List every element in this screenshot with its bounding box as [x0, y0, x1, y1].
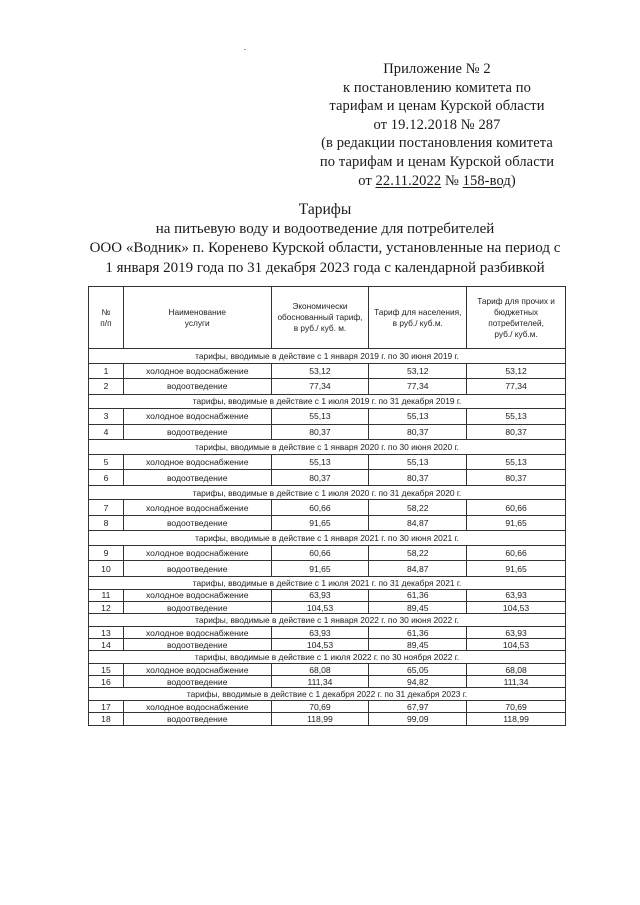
economic-tariff-value: 60,66	[271, 500, 369, 516]
service-name: водоотведение	[123, 424, 271, 440]
service-name: водоотведение	[123, 515, 271, 531]
row-number: 14	[89, 639, 124, 651]
period-row	[89, 651, 566, 664]
other-tariff-value: 91,65	[467, 515, 566, 531]
population-tariff-value: 67,97	[369, 701, 467, 713]
service-name: водоотведение	[123, 639, 271, 651]
row-number: 2	[89, 379, 124, 395]
appendix-last-prefix: от	[358, 172, 376, 189]
amendment-date: 22.11.2022	[375, 172, 442, 189]
service-name: холодное водоснабжение	[123, 363, 271, 379]
row-number: 1	[89, 363, 124, 379]
economic-tariff-value: 104,53	[271, 601, 369, 613]
population-tariff-value: 61,36	[369, 626, 467, 638]
tariff-table-body	[89, 349, 566, 726]
row-number: 6	[89, 470, 124, 486]
population-tariff-value: 94,82	[369, 676, 467, 688]
period-label: тарифы, вводимые в действие с 1 января 2020 г. по 30 июня 2020 г.	[89, 440, 566, 455]
service-name: холодное водоснабжение	[123, 545, 271, 561]
table-row	[89, 601, 566, 613]
economic-tariff-value: 104,53	[271, 639, 369, 651]
appendix-line: от 19.12.2018 № 287	[373, 116, 501, 133]
other-tariff-value: 80,37	[467, 470, 566, 486]
row-number: 8	[89, 515, 124, 531]
population-tariff-value: 89,45	[369, 601, 467, 613]
other-tariff-value: 104,53	[467, 639, 566, 651]
economic-tariff-value: 91,65	[271, 561, 369, 577]
population-tariff-value: 58,22	[369, 500, 467, 516]
other-tariff-value: 80,37	[467, 424, 566, 440]
row-number: 12	[89, 601, 124, 613]
table-row	[89, 500, 566, 516]
header-service: Наименование услуги	[123, 287, 271, 349]
period-row	[89, 614, 566, 627]
header-population-tariff: Тариф для населения, в руб./ куб.м.	[369, 287, 467, 349]
table-row	[89, 454, 566, 470]
other-tariff-value: 111,34	[467, 676, 566, 688]
document-title	[60, 200, 590, 278]
period-label: тарифы, вводимые в действие с 1 июля 2019 г. по 31 декабря 2019 г.	[89, 394, 566, 409]
population-tariff-value: 84,87	[369, 561, 467, 577]
row-number: 16	[89, 676, 124, 688]
title-line: 1 января 2019 года по 31 декабря 2023 года с календарной разбивкой	[105, 259, 545, 276]
economic-tariff-value: 63,93	[271, 589, 369, 601]
amendment-number: 158-вод	[462, 172, 511, 189]
period-label: тарифы, вводимые в действие с 1 января 2021 г. по 30 июня 2021 г.	[89, 531, 566, 546]
population-tariff-value: 65,05	[369, 664, 467, 676]
table-row	[89, 470, 566, 486]
population-tariff-value: 55,13	[369, 454, 467, 470]
service-name: водоотведение	[123, 713, 271, 725]
service-name: водоотведение	[123, 676, 271, 688]
period-label: тарифы, вводимые в действие с 1 января 2022 г. по 30 июня 2022 г.	[89, 614, 566, 627]
period-row	[89, 394, 566, 409]
economic-tariff-value: 53,12	[271, 363, 369, 379]
economic-tariff-value: 80,37	[271, 470, 369, 486]
tariff-table	[88, 286, 566, 726]
header-economic-tariff: Экономически обоснованный тариф, в руб./ куб. м.	[271, 287, 369, 349]
table-row	[89, 589, 566, 601]
other-tariff-value: 55,13	[467, 409, 566, 425]
period-row	[89, 576, 566, 589]
table-row	[89, 424, 566, 440]
row-number: 15	[89, 664, 124, 676]
title-main: Тарифы	[298, 201, 352, 218]
population-tariff-value: 77,34	[369, 379, 467, 395]
table-row	[89, 545, 566, 561]
economic-tariff-value: 111,34	[271, 676, 369, 688]
other-tariff-value: 60,66	[467, 545, 566, 561]
period-label: тарифы, вводимые в действие с 1 июля 2020 г. по 31 декабря 2020 г.	[89, 485, 566, 500]
other-tariff-value: 68,08	[467, 664, 566, 676]
appendix-line: (в редакции постановления комитета	[321, 135, 553, 152]
scan-speck	[244, 49, 246, 50]
other-tariff-value: 70,69	[467, 701, 566, 713]
population-tariff-value: 89,45	[369, 639, 467, 651]
service-name: холодное водоснабжение	[123, 701, 271, 713]
economic-tariff-value: 118,99	[271, 713, 369, 725]
table-row	[89, 639, 566, 651]
period-label: тарифы, вводимые в действие с 1 июля 2022 г. по 30 ноября 2022 г.	[89, 651, 566, 664]
service-name: холодное водоснабжение	[123, 626, 271, 638]
service-name: холодное водоснабжение	[123, 589, 271, 601]
population-tariff-value: 61,36	[369, 589, 467, 601]
other-tariff-value: 104,53	[467, 601, 566, 613]
table-row	[89, 676, 566, 688]
row-number: 10	[89, 561, 124, 577]
row-number: 5	[89, 454, 124, 470]
table-row	[89, 561, 566, 577]
service-name: водоотведение	[123, 561, 271, 577]
population-tariff-value: 99,09	[369, 713, 467, 725]
table-row	[89, 713, 566, 725]
row-number: 3	[89, 409, 124, 425]
other-tariff-value: 91,65	[467, 561, 566, 577]
other-tariff-value: 63,93	[467, 589, 566, 601]
row-number: 7	[89, 500, 124, 516]
period-label: тарифы, вводимые в действие с 1 января 2019 г. по 30 июня 2019 г.	[89, 349, 566, 364]
row-number: 17	[89, 701, 124, 713]
population-tariff-value: 53,12	[369, 363, 467, 379]
appendix-header	[302, 60, 572, 190]
other-tariff-value: 77,34	[467, 379, 566, 395]
row-number: 4	[89, 424, 124, 440]
economic-tariff-value: 77,34	[271, 379, 369, 395]
population-tariff-value: 55,13	[369, 409, 467, 425]
table-row	[89, 626, 566, 638]
header-other-tariff: Тариф для прочих и бюджетных потребителей, руб./ куб.м.	[467, 287, 566, 349]
other-tariff-value: 60,66	[467, 500, 566, 516]
period-label: тарифы, вводимые в действие с 1 декабря 2022 г. по 31 декабря 2023 г.	[89, 688, 566, 701]
row-number: 18	[89, 713, 124, 725]
economic-tariff-value: 80,37	[271, 424, 369, 440]
other-tariff-value: 53,12	[467, 363, 566, 379]
economic-tariff-value: 55,13	[271, 454, 369, 470]
period-row	[89, 440, 566, 455]
period-row	[89, 531, 566, 546]
economic-tariff-value: 55,13	[271, 409, 369, 425]
other-tariff-value: 55,13	[467, 454, 566, 470]
appendix-line: Приложение № 2	[383, 61, 491, 77]
appendix-last-mid: №	[441, 172, 463, 189]
table-row	[89, 701, 566, 713]
title-line: на питьевую воду и водоотведение для потребителей	[155, 220, 495, 237]
row-number: 11	[89, 589, 124, 601]
period-row	[89, 688, 566, 701]
service-name: водоотведение	[123, 379, 271, 395]
economic-tariff-value: 60,66	[271, 545, 369, 561]
service-name: водоотведение	[123, 601, 271, 613]
population-tariff-value: 58,22	[369, 545, 467, 561]
table-row	[89, 409, 566, 425]
table-row	[89, 515, 566, 531]
service-name: водоотведение	[123, 470, 271, 486]
service-name: холодное водоснабжение	[123, 454, 271, 470]
economic-tariff-value: 91,65	[271, 515, 369, 531]
appendix-line: по тарифам и ценам Курской области	[319, 153, 555, 170]
economic-tariff-value: 70,69	[271, 701, 369, 713]
period-row	[89, 349, 566, 364]
table-header-row	[89, 287, 566, 349]
population-tariff-value: 84,87	[369, 515, 467, 531]
period-label: тарифы, вводимые в действие с 1 июля 2021 г. по 31 декабря 2021 г.	[89, 576, 566, 589]
service-name: холодное водоснабжение	[123, 500, 271, 516]
period-row	[89, 485, 566, 500]
economic-tariff-value: 63,93	[271, 626, 369, 638]
other-tariff-value: 118,99	[467, 713, 566, 725]
population-tariff-value: 80,37	[369, 470, 467, 486]
row-number: 9	[89, 545, 124, 561]
header-number: № п/п	[89, 287, 124, 349]
appendix-line: к постановлению комитета по	[342, 79, 531, 96]
appendix-line: тарифам и ценам Курской области	[329, 98, 545, 115]
title-line: ООО «Водник» п. Коренево Курской области, установленные на период с	[89, 240, 561, 256]
service-name: холодное водоснабжение	[123, 664, 271, 676]
service-name: холодное водоснабжение	[123, 409, 271, 425]
appendix-last-suffix: )	[510, 172, 516, 189]
table-row	[89, 363, 566, 379]
other-tariff-value: 63,93	[467, 626, 566, 638]
table-row	[89, 379, 566, 395]
table-row	[89, 664, 566, 676]
appendix-last-line	[302, 172, 572, 191]
population-tariff-value: 80,37	[369, 424, 467, 440]
row-number: 13	[89, 626, 124, 638]
economic-tariff-value: 68,08	[271, 664, 369, 676]
